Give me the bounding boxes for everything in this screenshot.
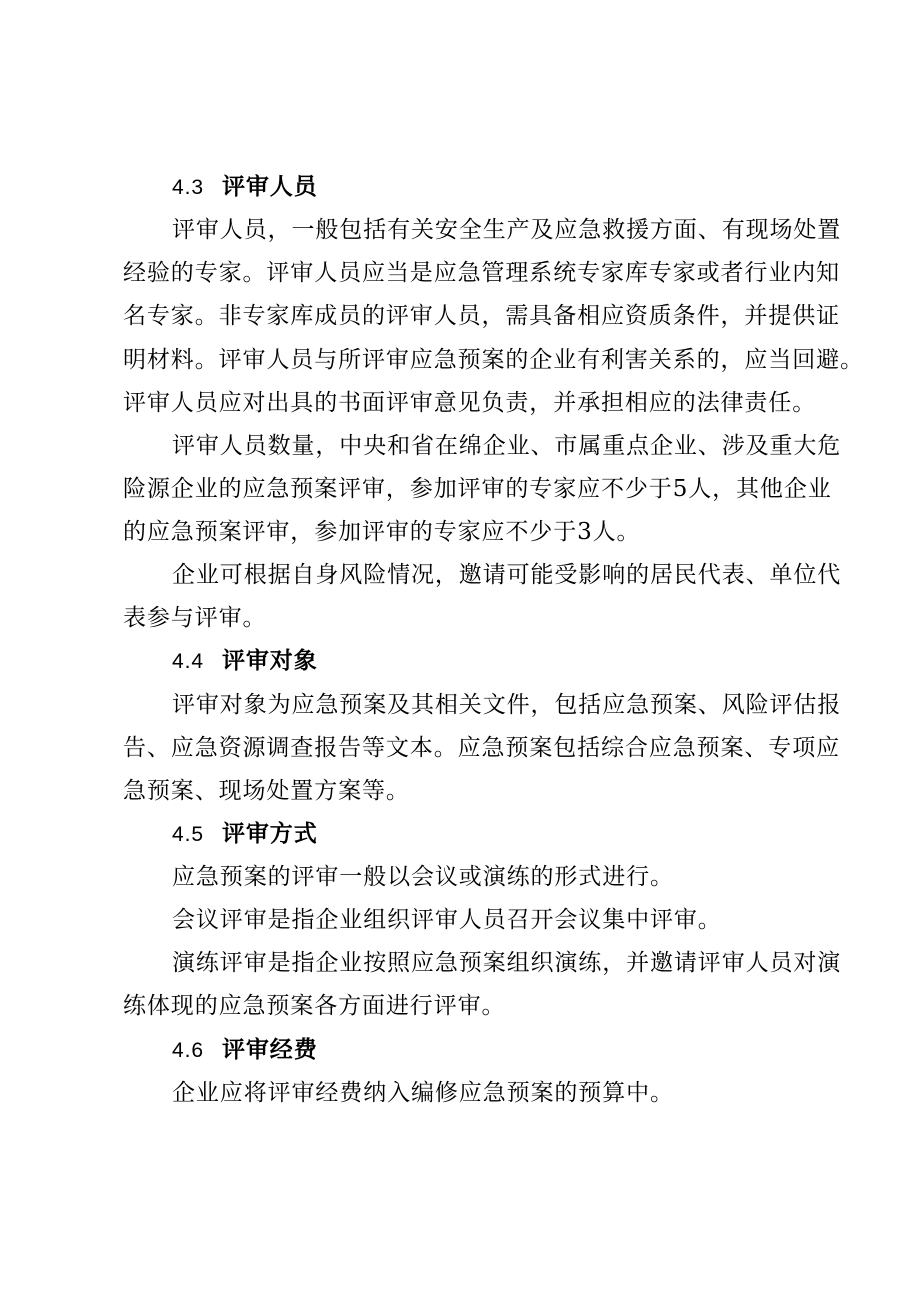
section-title: 评审对象: [222, 648, 318, 674]
paragraph-line: 明材料。评审人员与所评审应急预案的企业有利害关系的，应当回避。: [123, 347, 864, 373]
section-heading-4-6: [172, 1035, 318, 1065]
section-title: 评审人员: [222, 174, 318, 200]
paragraph-line: 评审人员应对出具的书面评审意见负责，并承担相应的法律责任。: [123, 390, 817, 416]
paragraph-line: 表参与评审。: [123, 605, 267, 631]
paragraph-line: 经验的专家。评审人员应当是应急管理系统专家库专家或者行业内知: [123, 260, 840, 286]
paragraph-line: 演练评审是指企业按照应急预案组织演练，并邀请评审人员对演: [172, 950, 842, 976]
paragraph-line: 会议评审是指企业组织评审人员召开会议集中评审。: [172, 907, 722, 933]
paragraph-line: 评审人员数量，中央和省在绵企业、市属重点企业、涉及重大危: [172, 433, 842, 459]
section-number: 4.4: [172, 650, 204, 673]
paragraph-line: 名专家。非专家库成员的评审人员，需具备相应资质条件，并提供证: [123, 303, 840, 329]
paragraph-line: 企业可根据自身风险情况，邀请可能受影响的居民代表、单位代: [172, 562, 842, 588]
paragraph-line: 应急预案的评审一般以会议或演练的形式进行。: [172, 864, 674, 890]
section-heading-4-4: [172, 646, 318, 676]
paragraph-line: 评审人员，一般包括有关安全生产及应急救援方面、有现场处置: [172, 217, 842, 243]
section-heading-4-3: [172, 172, 318, 202]
paragraph-line: 评审对象为应急预案及其相关文件，包括应急预案、风险评估报: [172, 692, 842, 718]
paragraph-line: 的应急预案评审，参加评审的专家应不少于3人。: [123, 519, 641, 545]
section-number: 4.6: [172, 1039, 204, 1062]
section-title: 评审经费: [222, 1037, 318, 1063]
section-number: 4.5: [172, 823, 204, 846]
paragraph-line: 告、应急资源调查报告等文本。应急预案包括综合应急预案、专项应: [123, 735, 840, 761]
section-number: 4.3: [172, 176, 204, 199]
section-heading-4-5: [172, 819, 318, 849]
paragraph-line: 急预案、现场处置方案等。: [123, 778, 410, 804]
section-title: 评审方式: [222, 821, 318, 847]
paragraph-line: 企业应将评审经费纳入编修应急预案的预算中。: [172, 1080, 674, 1106]
paragraph-line: 险源企业的应急预案评审，参加评审的专家应不少于5人，其他企业: [123, 476, 832, 502]
paragraph-line: 练体现的应急预案各方面进行评审。: [123, 993, 506, 1019]
